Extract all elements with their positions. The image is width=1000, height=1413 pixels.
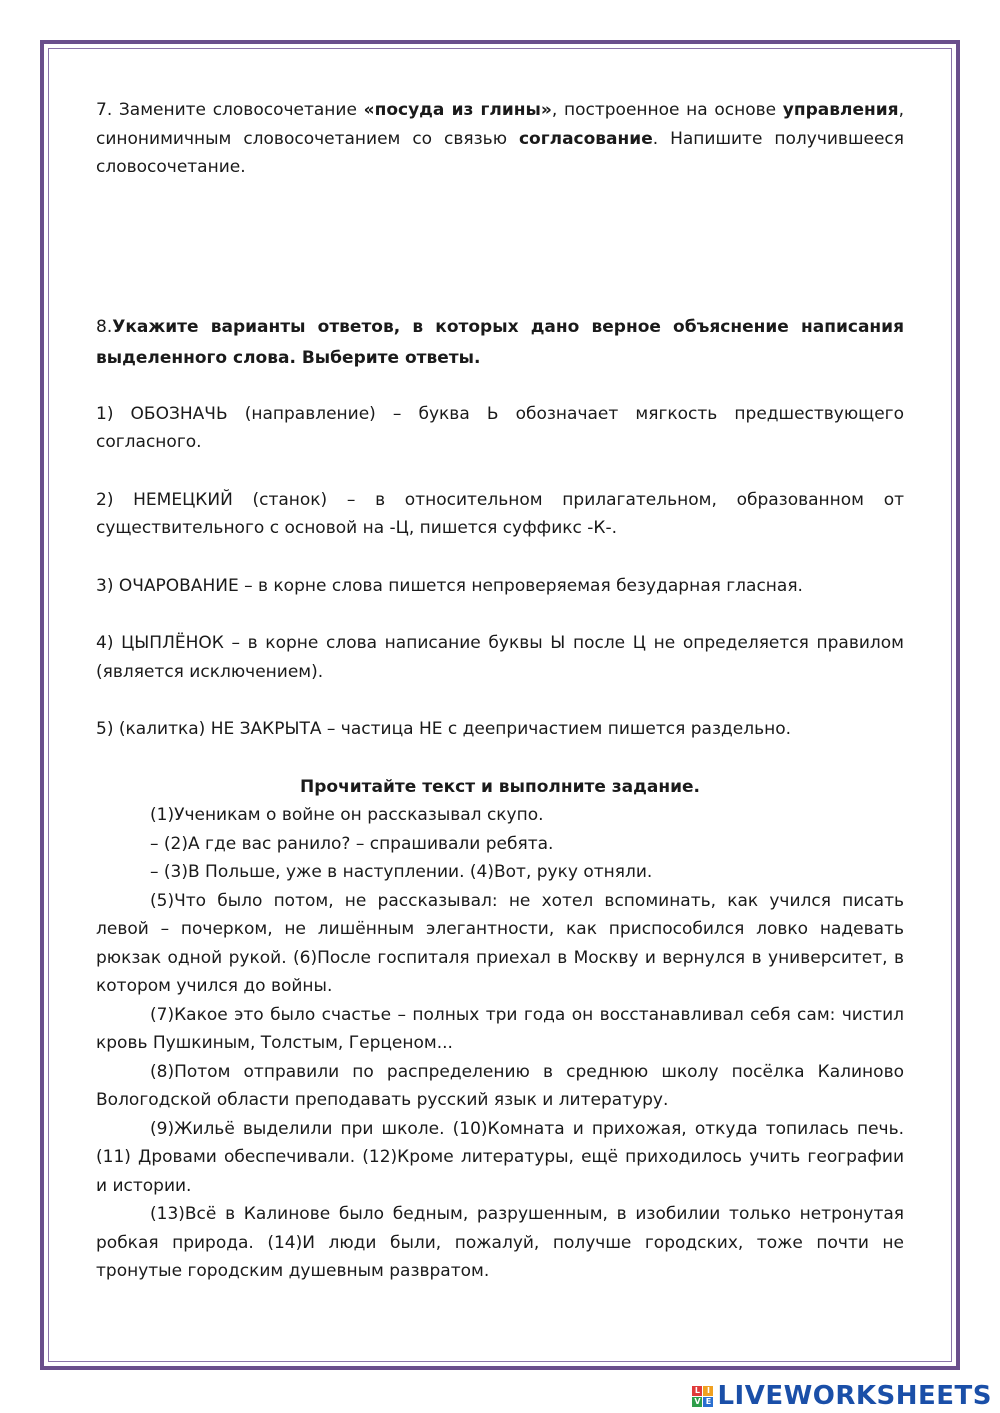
answer-option-5: 5) (калитка) НЕ ЗАКРЫТА – частица НЕ с деепричастием пишется раздельно. bbox=[96, 719, 792, 739]
logo-text: LIVEWORKSHEETS bbox=[717, 1381, 992, 1411]
text-paragraph: (1)Ученикам о войне он рассказывал скупо. bbox=[150, 805, 544, 825]
logo-mark-icon: L I V E bbox=[692, 1386, 713, 1407]
text-paragraph: – (3)В Польше, уже в наступлении. (4)Вот, руку отняли. bbox=[150, 862, 653, 882]
question-7: 7. Замените словосочетание «посуда из глины», построенное на основе управления, синонимичным словосочетанием со связью согласование. Напишите получившееся словосочетание. bbox=[96, 100, 904, 177]
text-paragraph: – (2)А где вас ранило? – спрашивали ребята. bbox=[150, 833, 554, 854]
answer-option-3: 3) ОЧАРОВАНИЕ – в корне слова пишется непроверяемая безударная гласная. bbox=[96, 575, 803, 596]
liveworksheets-logo[interactable] bbox=[692, 1381, 992, 1411]
text-paragraph: (7)Какое это было счастье – полных три года он восстанавливал себя сам: чистил кровь Пушкиным, Толстым, Герценом... bbox=[96, 1004, 904, 1053]
answer-option-2: 2) НЕМЕЦКИЙ (станок) – в относительном прилагательном, образованном от существительного с основой на -Ц, пишется суффикс -К-. bbox=[96, 489, 904, 538]
answer-option-4: 4) ЦЫПЛЁНОК – в корне слова написание буквы Ы после Ц не определяется правилом (является исключением). bbox=[96, 633, 904, 682]
task-title: Прочитайте текст и выполните задание. bbox=[300, 776, 700, 797]
answer-option-1: 1) ОБОЗНАЧЬ (направление) – буква Ь обозначает мягкость предшествующего согласного. bbox=[96, 403, 904, 452]
question-8: 8.Укажите варианты ответов, в которых дано верное объяснение написания выделенного слова. Выберите ответы. bbox=[96, 316, 904, 368]
text-paragraph: (8)Потом отправили по распределению в среднюю школу посёлка Калиново Вологодской области преподавать русский язык и литературу. bbox=[96, 1061, 904, 1110]
text-paragraph: (9)Жильё выделили при школе. (10)Комната и прихожая, откуда топилась печь. (11) Дровами обеспечивали. (12)Кроме литературы, ещё приходилось учить географии и истории. bbox=[96, 1118, 904, 1196]
worksheet-content bbox=[96, 96, 904, 1286]
text-paragraph: (5)Что было потом, не рассказывал: не хотел вспоминать, как учился писать левой – почерком, не лишённым элегантности, как приспособился ловко надевать рюкзак одной рукой. (6)После госпиталя приехал в Москву и вернулся в университет, в котором учился до войны. bbox=[96, 890, 904, 996]
text-paragraph: (13)Всё в Калинове было бедным, разрушенным, в изобилии только нетронутая робкая природа. (14)И люди были, пожалуй, получше городских, тоже почти не тронутые городским душевным развратом. bbox=[96, 1204, 904, 1281]
